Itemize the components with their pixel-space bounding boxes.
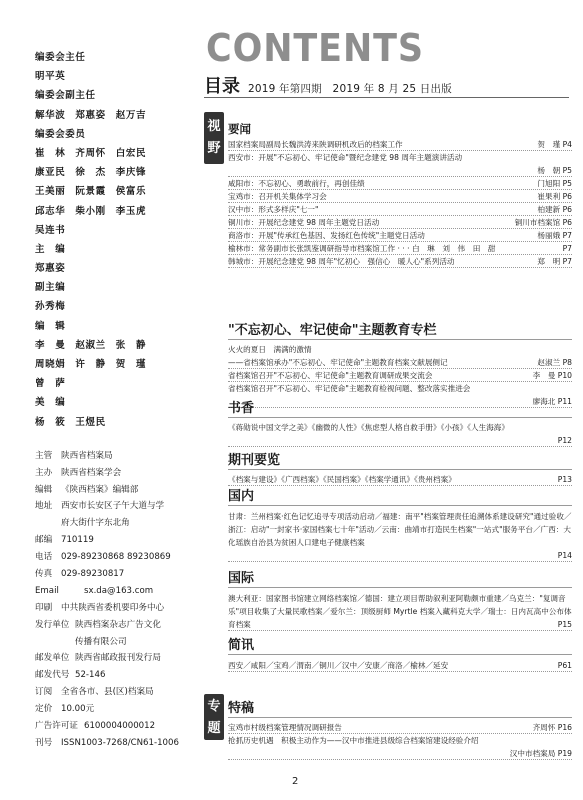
entry-title: 省档案馆召开"不忘初心、牢记使命"主题教育调研成果交流会 [228,371,433,380]
masthead-line: 郑惠姿 [35,263,66,275]
entry-author-page [568,382,572,395]
publication-value: 10.00元 [61,704,95,715]
section-text[interactable]: 甘肃：兰州档案·红色记忆追寻专项活动启动／福建：南平"档案管理责任追溯体系建设研究"通过验收／浙江：启动"一封家书·家国档案七十年"活动／云南：曲靖市打造民生档案"一站式"服务平台／广西：大化瑶族自治县为贫困人口建电子健康档案 [228,512,572,547]
publication-key: 编辑 [35,484,53,495]
entry-author-page: P7 [562,244,572,253]
masthead-line: 康亚民 徐 杰 李庆锋 [35,167,147,179]
publication-value: 52-146 [75,670,106,681]
publication-value: 府大街什字东北角 [61,518,130,529]
list-item[interactable] [228,255,572,268]
publication-row [35,735,200,752]
publication-value: 陕西省档案局 [61,450,113,461]
entry-title: 《档案与建设》《广西档案》《民国档案》《档案学通讯》《贵州档案》 [228,475,456,484]
entry-author-page: 郑 明 P7 [537,257,572,266]
section-shuxiang [228,400,572,447]
entry-title: 西安／咸阳／宝鸡／渭南／铜川／汉中／安康／商洛／榆林／延安 [228,661,449,670]
publication-row [35,515,200,532]
masthead-line: 杨 筱 王煜民 [35,416,106,428]
publication-value: 陕西省档案学会 [61,467,122,478]
masthead-line: 副主编 [35,282,66,294]
masthead-line: 美 编 [35,397,66,409]
list-item[interactable] [228,151,572,164]
section-title: "不忘初心、牢记使命"主题教育专栏 [228,322,572,340]
masthead-line: 王美丽 阮景霞 侯富乐 [35,186,147,198]
publication-key: 印刷 [35,602,53,613]
entry-author-page: 铜川市档案馆 P6 [514,218,572,227]
publication-row [35,549,200,566]
list-item[interactable] [228,721,572,734]
entry-title: 榆林市：常务副市长张凯鉴调研指导市档案馆工作 · · · 白 琳 刘 伟 田 甜 [228,244,496,253]
section-guoji [228,570,572,631]
publication-key: 邮发单位 [35,653,70,664]
section-yaowen [228,120,572,268]
publication-row [35,465,200,482]
publication-row [35,667,200,684]
publication-key: 订阅 [35,687,53,698]
list-item[interactable] [228,138,572,151]
list-item[interactable] [228,734,572,747]
publication-value: 《陕西档案》编辑部 [61,484,139,495]
list-item[interactable] [228,659,572,672]
publication-key: 发行单位 [35,619,70,630]
page-ref: P12 [228,434,572,447]
list-item[interactable] [228,369,572,382]
entry-title: 抢抓历史机遇 积极主动作为——汉中市推进县级综合档案馆建设经验介绍 [228,736,479,745]
section-tegao [228,700,572,760]
masthead-line: 吴连书 [35,224,66,236]
publication-row [35,684,200,701]
page-ref: P61 [557,661,572,670]
entry-title: 商洛市：开展"传承红色基因、发扬红色传统"主题党日活动 [228,231,425,240]
editorial-board [35,48,200,432]
section-title: 简讯 [228,637,572,655]
list-item[interactable] [228,473,572,486]
publication-value: 传播有限公司 [75,636,127,647]
masthead-line: 编委会委员 [35,128,86,140]
entry-author-page: 齐周怀 P16 [532,723,572,732]
contents-title: CONTENTS [206,26,425,70]
list-item[interactable] [228,747,572,760]
publication-key: Email [35,585,59,596]
contents-panel [200,0,583,800]
entry-title: 宝鸡市：召开机关集体学习会 [228,192,327,201]
section-title: 国内 [228,488,572,506]
publication-value: 全省各市、县(区)档案局 [61,687,154,698]
page-number: 2 [292,776,299,787]
masthead-sidebar [0,0,200,800]
publication-row [35,532,200,549]
publication-row [35,498,200,515]
list-item[interactable] [228,177,572,190]
publication-row [35,718,200,735]
masthead-line: 周晓娟 许 静 贺 瑾 [35,359,147,370]
list-item[interactable] [228,190,572,203]
publication-key: 定价 [35,704,53,715]
publication-row [35,701,200,718]
masthead-line: 邱志华 柴小刚 李玉虎 [35,205,147,217]
entry-author-page: 崔果利 P6 [537,192,572,201]
masthead-line: 编委会副主任 [35,90,96,102]
page-ref: P15 [228,618,572,631]
publication-row [35,566,200,583]
entry-author-page: 柏建新 P6 [537,205,572,214]
entry-author-page: 廖海北 P11 [532,397,572,406]
publication-value: 6100004000012 [84,721,156,731]
publication-value: 陕西省邮政报刊发行局 [75,653,161,664]
entry-author-page [568,151,572,164]
section-text[interactable]: 澳大利亚：国家图书馆建立网络档案馆／德国：建立项目帮助叙利亚阿勒颇市重建／乌克兰："复调音乐"项目收集了大量民歌档案／爱尔兰：顶级厨师 Myrtle 档案入藏科克大学／瑞士：日内瓦高中公布体育档案 [228,594,572,629]
entry-author-page: 李 曼 P10 [532,371,572,380]
publication-value: 710119 [61,535,94,546]
publication-key: 主管 [35,450,53,461]
issue-header [204,72,569,98]
masthead-line: 明平英 [35,71,66,83]
masthead-line: 孙秀梅 [35,301,66,313]
entry-author-page: 赵淑兰 P8 [537,358,572,367]
entry-author-page: 门旭阳 P5 [537,179,572,188]
publication-key: 刊号 [35,737,53,748]
publication-key [35,634,75,651]
section-title: 要闻 [228,122,251,136]
publication-key: 地址 [35,501,53,512]
publication-key: 广告许可证 [35,721,78,731]
publication-row [35,448,200,465]
entry-title: 汉中市：形式多样庆"七一" [228,205,319,214]
entry-title: 国家档案局副局长魏洪涛来陕调研机改后的档案工作 [228,140,403,149]
entry-author-page: 杨 朝 P5 [537,166,572,175]
publication-value: sx.da@163.com [84,585,154,596]
list-item[interactable] [228,229,572,242]
section-zhuanlan [228,322,572,408]
entry-title: 铜川市：开展纪念建党 98 周年主题党日活动 [228,218,380,227]
entry-title: 西安市：开展"不忘初心、牢记使命"暨纪念建党 98 周年主题演讲活动 [228,153,463,162]
publication-value: 中共陕西省委机要印务中心 [61,602,165,613]
entry-list [228,721,572,760]
page-ref: P13 [557,475,572,484]
tab-zhuanti: 专题 [204,694,224,740]
section-jianxun [228,637,572,672]
entry-author-page: 杨丽娥 P7 [537,231,572,240]
entry-author-page: 贺 瑾 P4 [537,140,572,149]
publication-info [35,448,200,752]
publication-row [35,600,200,617]
publication-key: 传真 [35,568,53,579]
publication-row [35,482,200,499]
publication-key: 邮编 [35,535,53,546]
entry-author-page [568,343,572,356]
section-text[interactable]: 《蒋勋说中国文学之美》《幽微的人性》《焦虑型人格自救手册》《小孩》《人生海海》 [228,423,509,432]
masthead-line: 曾 萨 [35,378,66,390]
publication-value: 陕西档案杂志广告文化 [75,619,161,630]
list-item[interactable] [228,203,572,216]
issue-info: 2019 年第四期 2019 年 8 月 25 日出版 [248,83,452,95]
masthead-line: 编委会主任 [35,52,86,63]
publication-row [35,650,200,667]
section-title: 期刊要览 [228,452,572,470]
masthead-line: 李 曼 赵淑兰 张 静 [35,339,147,351]
list-item[interactable] [228,164,572,177]
section-title: 特稿 [228,700,572,718]
publication-key [35,515,61,532]
publication-key: 邮发代号 [35,670,70,681]
entry-title: 宝鸡市村级档案管理情况调研报告 [228,723,342,732]
publication-key: 主办 [35,467,53,478]
list-item[interactable] [228,343,572,356]
masthead-line: 主 编 [35,243,66,255]
entry-title: 韩城市：开展纪念建党 98 周年"忆初心 强信心 暖人心"系列活动 [228,257,455,266]
list-item[interactable] [228,242,572,255]
publication-row [35,583,200,600]
section-guonei [228,488,572,562]
mulu-title: 目录 [204,76,240,97]
publication-row [35,617,200,634]
publication-row [35,634,200,651]
entry-author-page: 汉中市档案局 P19 [509,749,572,758]
entry-title: 省档案馆召开"不忘初心、牢记使命"主题教育检视问题、整改落实推进会 [228,384,471,393]
list-item[interactable] [228,356,572,369]
separator [35,432,200,448]
masthead-line: 解华波 郑惠姿 赵万吉 [35,109,147,121]
publication-value: 029-89230817 [61,568,125,579]
publication-value: ISSN1003-7268/CN61-1006 [61,737,179,748]
entry-author-page [568,734,572,747]
tab-shiye: 视野 [204,112,224,164]
entry-title: 火火的夏日 满满的激情 [228,345,312,354]
section-qikan [228,452,572,486]
section-title: 国际 [228,570,572,588]
masthead-line: 崔 林 齐周怀 白宏民 [35,147,147,159]
entry-list [228,343,572,408]
masthead-line: 编 辑 [35,320,66,332]
publication-value: 西安市长安区子午大道与学 [61,501,165,512]
list-item[interactable] [228,382,572,395]
entry-title: ——省档案馆承办"不忘初心、牢记使命"主题教育档案文献展侧记 [228,358,448,367]
entry-title: 咸阳市：不忘初心、勇敢前行，再创佳绩 [228,179,365,188]
publication-value: 029-89230868 89230869 [61,552,171,563]
page-ref: P14 [228,549,572,562]
entry-list [228,138,572,268]
section-title: 书香 [228,400,572,418]
list-item[interactable] [228,216,572,229]
publication-key: 电话 [35,552,53,563]
